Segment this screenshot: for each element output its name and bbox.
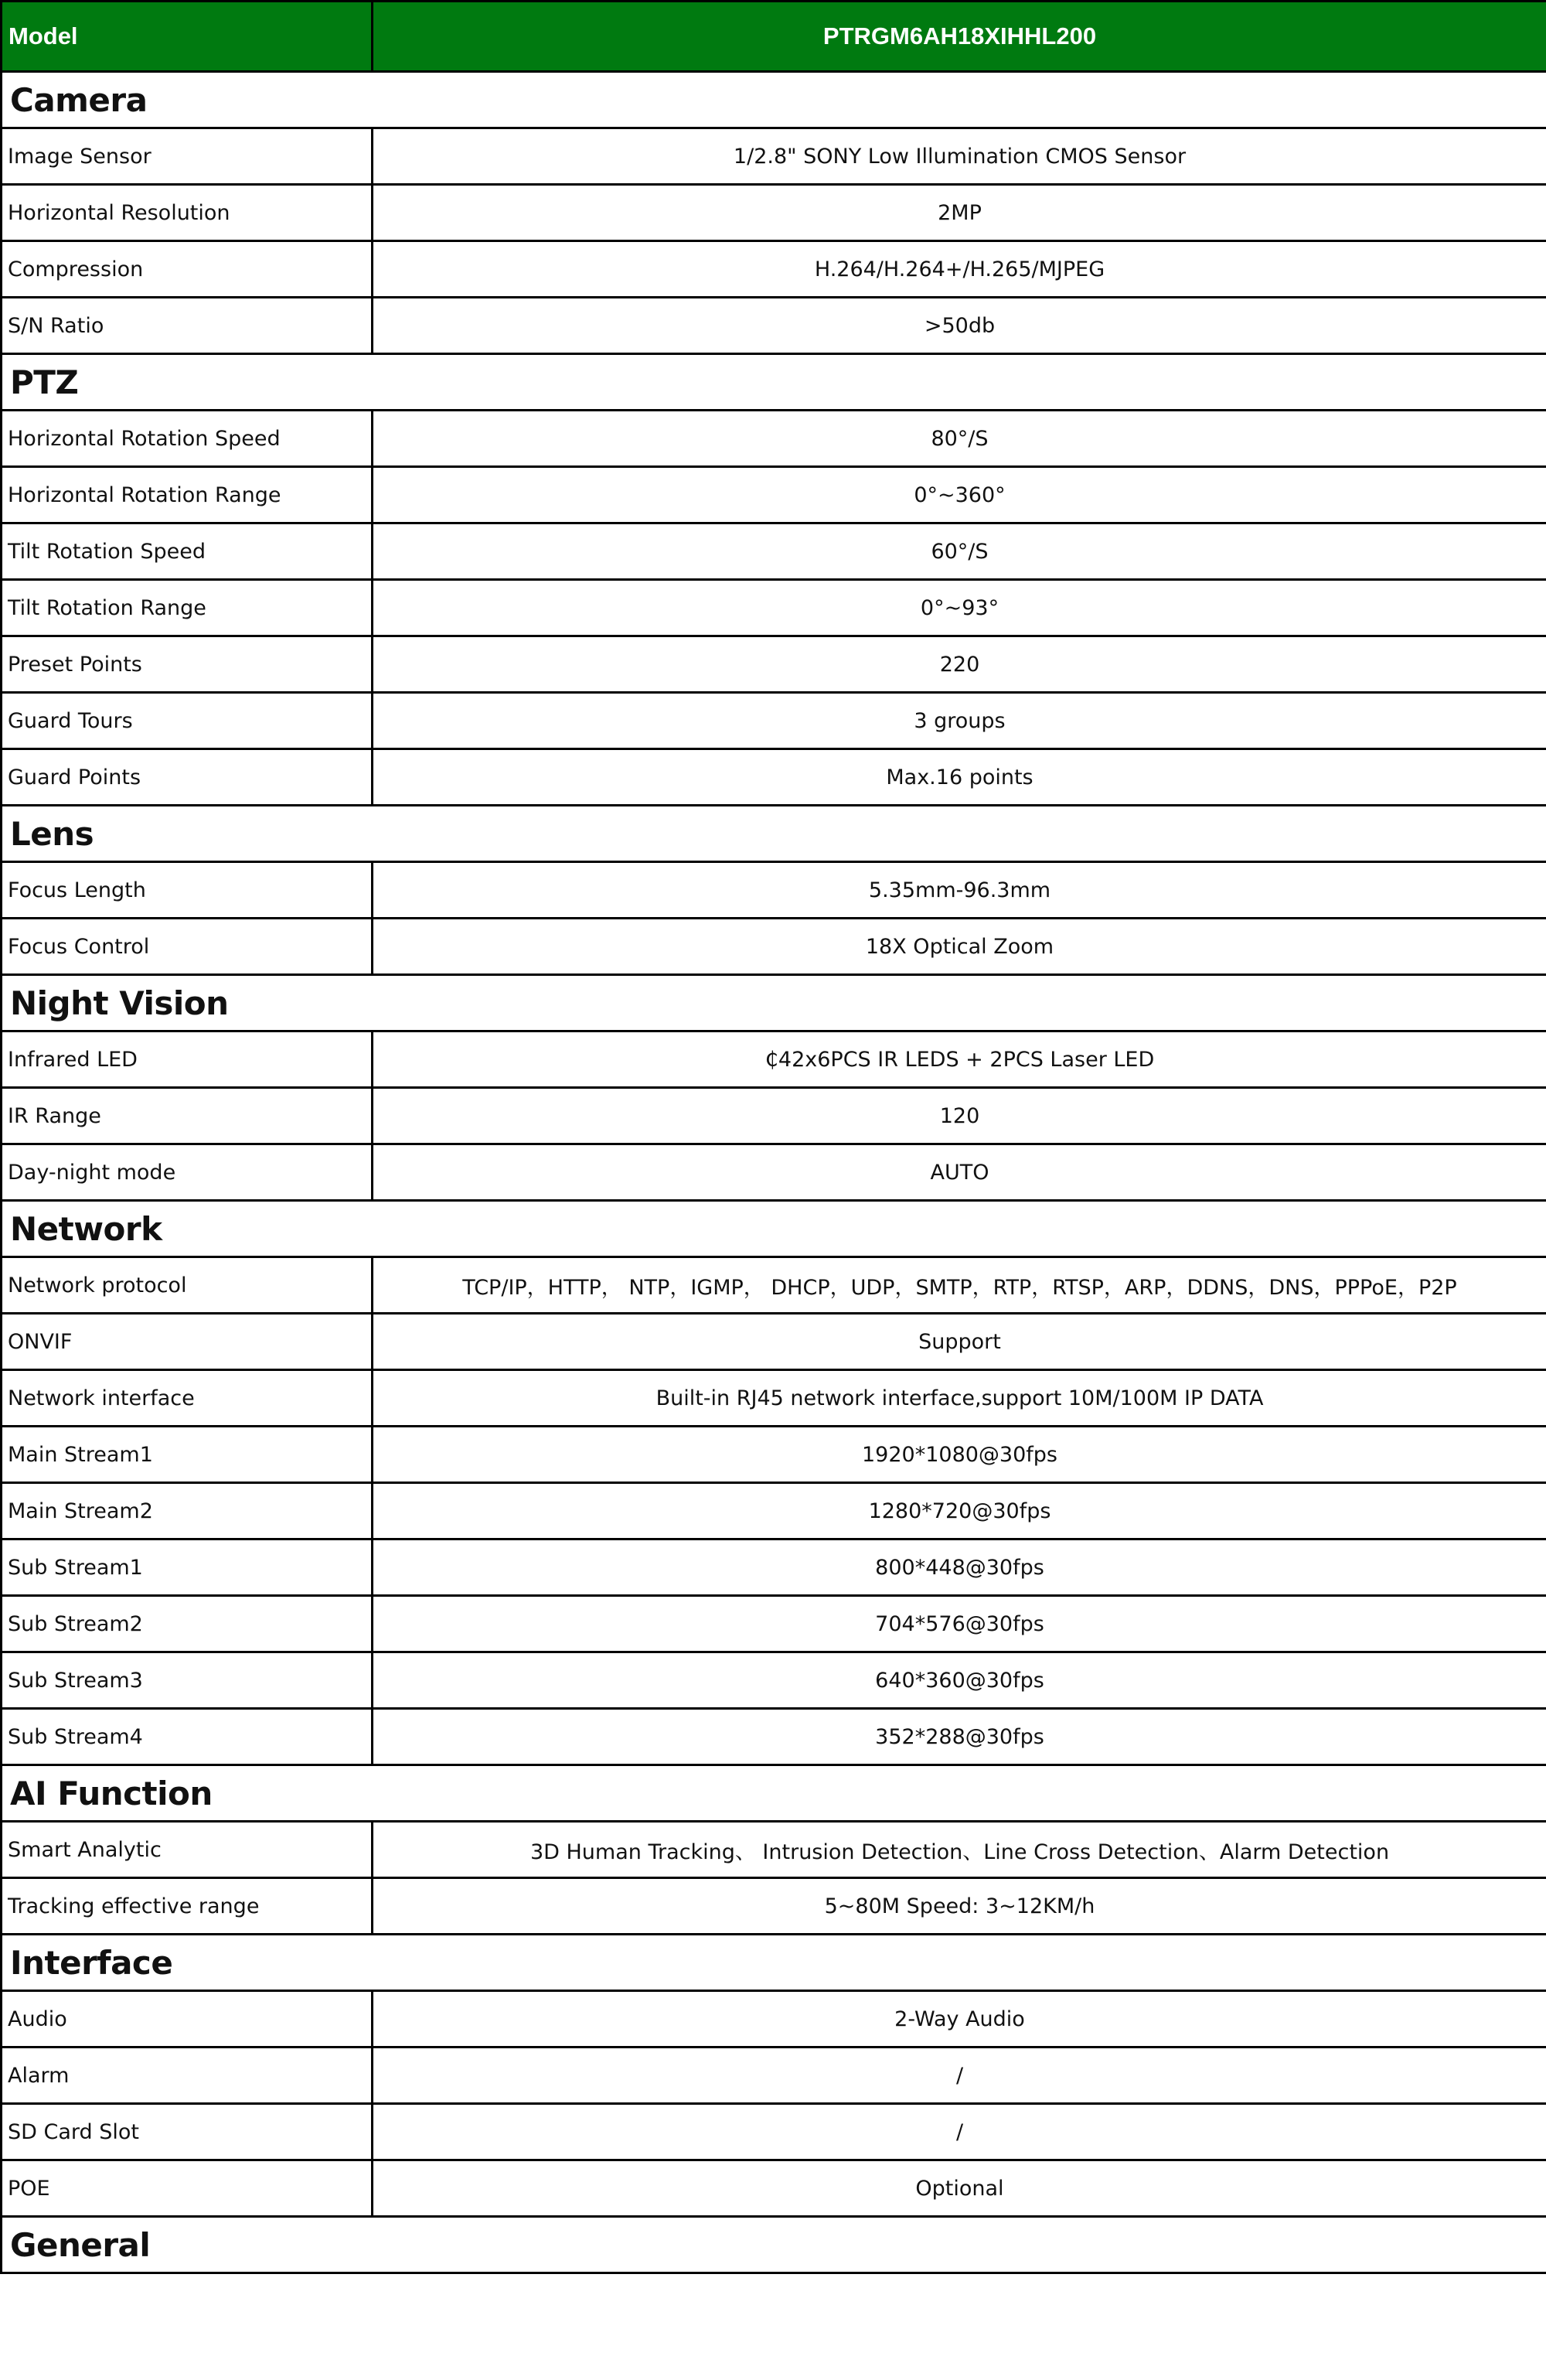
spec-label: Sub Stream1 bbox=[2, 1539, 373, 1596]
spec-row bbox=[2, 749, 1546, 806]
spec-row bbox=[2, 1257, 1546, 1314]
section-header-interface bbox=[2, 1935, 1546, 1991]
spec-value: TCP/IP，HTTP， NTP，IGMP， DHCP，UDP，SMTP，RTP，RTSP，ARP，DDNS，DNS，PPPoE，P2P bbox=[373, 1257, 1546, 1314]
spec-value: Max.16 points bbox=[373, 749, 1546, 806]
spec-value: 5.35mm-96.3mm bbox=[373, 862, 1546, 919]
spec-label: Smart Analytic bbox=[2, 1822, 373, 1878]
spec-row bbox=[2, 1314, 1546, 1370]
spec-row bbox=[2, 862, 1546, 919]
spec-value: / bbox=[373, 2104, 1546, 2160]
section-header-network bbox=[2, 1201, 1546, 1257]
spec-value: 18X Optical Zoom bbox=[373, 919, 1546, 975]
spec-label: Horizontal Resolution bbox=[2, 185, 373, 241]
section-title: General bbox=[2, 2217, 1546, 2273]
spec-value: 220 bbox=[373, 636, 1546, 693]
spec-value: 2MP bbox=[373, 185, 1546, 241]
spec-label: Audio bbox=[2, 1991, 373, 2048]
spec-value: 2-Way Audio bbox=[373, 1991, 1546, 2048]
spec-value: >50db bbox=[373, 298, 1546, 354]
section-title: Interface bbox=[2, 1935, 1546, 1991]
model-header-row bbox=[2, 2, 1546, 72]
spec-row bbox=[2, 128, 1546, 185]
spec-label: Alarm bbox=[2, 2048, 373, 2104]
spec-row bbox=[2, 2160, 1546, 2217]
spec-label: Focus Control bbox=[2, 919, 373, 975]
spec-value: H.264/H.264+/H.265/MJPEG bbox=[373, 241, 1546, 298]
spec-label: Network protocol bbox=[2, 1257, 373, 1314]
spec-label: Horizontal Rotation Range bbox=[2, 467, 373, 523]
spec-label: ONVIF bbox=[2, 1314, 373, 1370]
spec-label: Tracking effective range bbox=[2, 1878, 373, 1935]
spec-value: Support bbox=[373, 1314, 1546, 1370]
spec-label: SD Card Slot bbox=[2, 2104, 373, 2160]
spec-row bbox=[2, 1370, 1546, 1427]
spec-value: / bbox=[373, 2048, 1546, 2104]
spec-row bbox=[2, 1427, 1546, 1483]
spec-label: IR Range bbox=[2, 1088, 373, 1144]
model-label: Model bbox=[2, 2, 373, 72]
spec-row bbox=[2, 1539, 1546, 1596]
spec-row bbox=[2, 185, 1546, 241]
spec-row bbox=[2, 411, 1546, 467]
section-title: Network bbox=[2, 1201, 1546, 1257]
spec-value: 80°/S bbox=[373, 411, 1546, 467]
spec-value: 1920*1080@30fps bbox=[373, 1427, 1546, 1483]
spec-label: POE bbox=[2, 2160, 373, 2217]
spec-row bbox=[2, 2048, 1546, 2104]
section-header-lens bbox=[2, 806, 1546, 862]
section-title: PTZ bbox=[2, 354, 1546, 411]
spec-row bbox=[2, 919, 1546, 975]
spec-label: Sub Stream4 bbox=[2, 1709, 373, 1765]
spec-label: Sub Stream3 bbox=[2, 1652, 373, 1709]
spec-row bbox=[2, 467, 1546, 523]
spec-row bbox=[2, 636, 1546, 693]
spec-row bbox=[2, 1031, 1546, 1088]
spec-value: 60°/S bbox=[373, 523, 1546, 580]
spec-row bbox=[2, 1088, 1546, 1144]
spec-label: Focus Length bbox=[2, 862, 373, 919]
spec-label: Tilt Rotation Speed bbox=[2, 523, 373, 580]
model-value: PTRGM6AH18XIHHL200 bbox=[373, 2, 1546, 72]
spec-row bbox=[2, 1483, 1546, 1539]
spec-value: 352*288@30fps bbox=[373, 1709, 1546, 1765]
spec-label: Horizontal Rotation Speed bbox=[2, 411, 373, 467]
spec-value: 1/2.8" SONY Low Illumination CMOS Sensor bbox=[373, 128, 1546, 185]
spec-label: S/N Ratio bbox=[2, 298, 373, 354]
spec-row bbox=[2, 693, 1546, 749]
spec-label: Image Sensor bbox=[2, 128, 373, 185]
section-header-ai-function bbox=[2, 1765, 1546, 1822]
spec-row bbox=[2, 1878, 1546, 1935]
section-header-ptz bbox=[2, 354, 1546, 411]
spec-value: 704*576@30fps bbox=[373, 1596, 1546, 1652]
spec-row bbox=[2, 241, 1546, 298]
spec-row bbox=[2, 1596, 1546, 1652]
spec-value: Built-in RJ45 network interface,support 10M/100M IP DATA bbox=[373, 1370, 1546, 1427]
spec-value: 120 bbox=[373, 1088, 1546, 1144]
spec-label: Guard Points bbox=[2, 749, 373, 806]
section-header-general bbox=[2, 2217, 1546, 2273]
spec-value: 1280*720@30fps bbox=[373, 1483, 1546, 1539]
spec-value: 640*360@30fps bbox=[373, 1652, 1546, 1709]
spec-label: Sub Stream2 bbox=[2, 1596, 373, 1652]
spec-value: 5~80M Speed: 3~12KM/h bbox=[373, 1878, 1546, 1935]
spec-label: Tilt Rotation Range bbox=[2, 580, 373, 636]
section-title: Night Vision bbox=[2, 975, 1546, 1031]
spec-value: ₵42x6PCS IR LEDS + 2PCS Laser LED bbox=[373, 1031, 1546, 1088]
spec-row bbox=[2, 1652, 1546, 1709]
spec-value: 3 groups bbox=[373, 693, 1546, 749]
spec-label: Guard Tours bbox=[2, 693, 373, 749]
spec-label: Day-night mode bbox=[2, 1144, 373, 1201]
section-title: Lens bbox=[2, 806, 1546, 862]
spec-label: Infrared LED bbox=[2, 1031, 373, 1088]
spec-value: 800*448@30fps bbox=[373, 1539, 1546, 1596]
spec-row bbox=[2, 1822, 1546, 1878]
section-header-camera bbox=[2, 72, 1546, 128]
spec-value: 3D Human Tracking、 Intrusion Detection、Line Cross Detection、Alarm Detection bbox=[373, 1822, 1546, 1878]
spec-row bbox=[2, 1144, 1546, 1201]
spec-value: AUTO bbox=[373, 1144, 1546, 1201]
spec-row bbox=[2, 2104, 1546, 2160]
spec-label: Main Stream2 bbox=[2, 1483, 373, 1539]
spec-value: 0°~93° bbox=[373, 580, 1546, 636]
spec-label: Main Stream1 bbox=[2, 1427, 373, 1483]
spec-row bbox=[2, 1709, 1546, 1765]
spec-label: Network interface bbox=[2, 1370, 373, 1427]
spec-row bbox=[2, 523, 1546, 580]
section-header-night-vision bbox=[2, 975, 1546, 1031]
spec-value: 0°~360° bbox=[373, 467, 1546, 523]
spec-row bbox=[2, 298, 1546, 354]
spec-row bbox=[2, 1991, 1546, 2048]
spec-row bbox=[2, 580, 1546, 636]
spec-value: Optional bbox=[373, 2160, 1546, 2217]
spec-label: Compression bbox=[2, 241, 373, 298]
section-title: Camera bbox=[2, 72, 1546, 128]
section-title: AI Function bbox=[2, 1765, 1546, 1822]
spec-label: Preset Points bbox=[2, 636, 373, 693]
